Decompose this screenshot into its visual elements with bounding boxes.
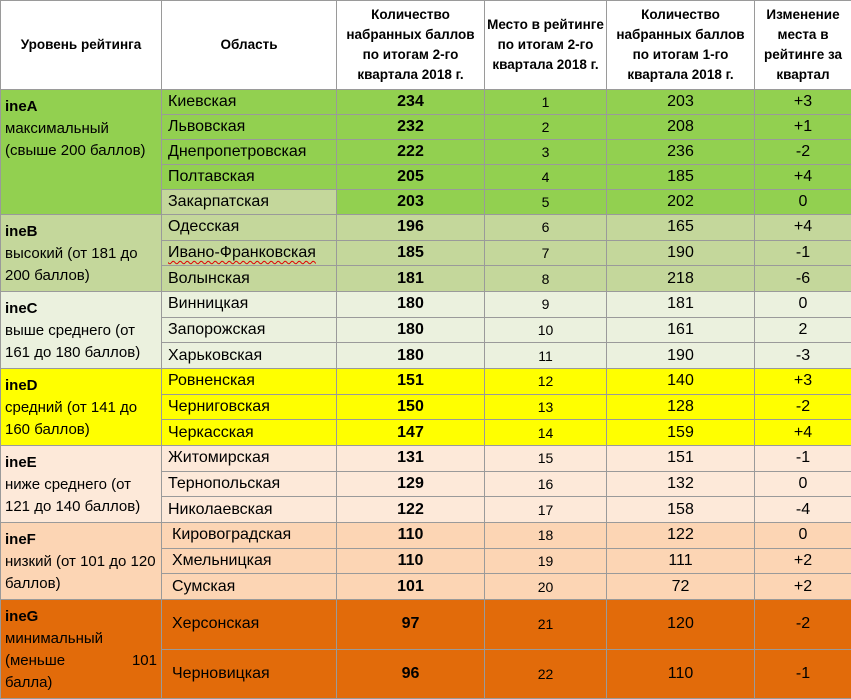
change-value: 0 bbox=[755, 523, 851, 549]
change-value: -2 bbox=[755, 140, 851, 165]
place-value: 12 bbox=[485, 369, 607, 395]
level-desc: максимальный (свыше 200 баллов) bbox=[5, 120, 146, 159]
region-name: Житомирская bbox=[162, 446, 337, 472]
place-value: 6 bbox=[485, 215, 607, 241]
region-name: Львовская bbox=[162, 115, 337, 140]
change-value: -4 bbox=[755, 497, 851, 523]
header-region: Область bbox=[162, 1, 337, 90]
header-level: Уровень рейтинга bbox=[1, 1, 162, 90]
change-value: -2 bbox=[755, 394, 851, 420]
prev-score-value: 203 bbox=[607, 90, 755, 115]
change-value: -3 bbox=[755, 343, 851, 369]
place-value: 20 bbox=[485, 574, 607, 600]
change-value: -2 bbox=[755, 600, 851, 650]
header-place: Место в рейтинге по итогам 2-го квартала 2018 г. bbox=[485, 1, 607, 90]
prev-score-value: 185 bbox=[607, 165, 755, 190]
change-value: -1 bbox=[755, 649, 851, 699]
level-desc: низкий (от 101 до 120 баллов) bbox=[5, 553, 156, 592]
place-value: 8 bbox=[485, 266, 607, 292]
region-name: Херсонская bbox=[162, 600, 337, 650]
place-value: 5 bbox=[485, 190, 607, 215]
region-name: Киевская bbox=[162, 90, 337, 115]
level-desc-line2 bbox=[5, 650, 157, 672]
score-value: 151 bbox=[337, 369, 485, 395]
level-cell-f bbox=[1, 523, 162, 600]
level-code: ineF bbox=[5, 529, 157, 551]
region-name: Ровненская bbox=[162, 369, 337, 395]
prev-score-value: 190 bbox=[607, 240, 755, 266]
region-name: Закарпатская bbox=[162, 190, 337, 215]
place-value: 16 bbox=[485, 471, 607, 497]
region-name: Черниговская bbox=[162, 394, 337, 420]
prev-score-value: 165 bbox=[607, 215, 755, 241]
region-name: Хмельницкая bbox=[162, 548, 337, 574]
prev-score-value: 218 bbox=[607, 266, 755, 292]
score-value: 180 bbox=[337, 343, 485, 369]
table-row bbox=[1, 292, 851, 318]
score-value: 97 bbox=[337, 600, 485, 650]
place-value: 17 bbox=[485, 497, 607, 523]
change-value: +4 bbox=[755, 215, 851, 241]
level-code: ineD bbox=[5, 375, 157, 397]
level-desc: ниже среднего (от 121 до 140 баллов) bbox=[5, 476, 140, 515]
level-desc-line1: минимальный bbox=[5, 630, 103, 647]
score-value: 222 bbox=[337, 140, 485, 165]
prev-score-value: 140 bbox=[607, 369, 755, 395]
change-value: -6 bbox=[755, 266, 851, 292]
level-code: ineA bbox=[5, 96, 157, 118]
prev-score-value: 72 bbox=[607, 574, 755, 600]
score-value: 196 bbox=[337, 215, 485, 241]
place-value: 18 bbox=[485, 523, 607, 549]
score-value: 180 bbox=[337, 317, 485, 343]
place-value: 15 bbox=[485, 446, 607, 472]
score-value: 205 bbox=[337, 165, 485, 190]
level-desc: средний (от 141 до 160 баллов) bbox=[5, 399, 137, 438]
score-value: 131 bbox=[337, 446, 485, 472]
place-value: 14 bbox=[485, 420, 607, 446]
change-value: +3 bbox=[755, 369, 851, 395]
change-value: +2 bbox=[755, 574, 851, 600]
change-value: +4 bbox=[755, 420, 851, 446]
place-value: 1 bbox=[485, 90, 607, 115]
place-value: 22 bbox=[485, 649, 607, 699]
region-name: Запорожская bbox=[162, 317, 337, 343]
prev-score-value: 128 bbox=[607, 394, 755, 420]
table-row bbox=[1, 90, 851, 115]
score-value: 185 bbox=[337, 240, 485, 266]
place-value: 11 bbox=[485, 343, 607, 369]
change-value: -1 bbox=[755, 446, 851, 472]
level-code: ineC bbox=[5, 298, 157, 320]
score-value: 234 bbox=[337, 90, 485, 115]
change-value: +4 bbox=[755, 165, 851, 190]
level-cell-e bbox=[1, 446, 162, 523]
place-value: 9 bbox=[485, 292, 607, 318]
prev-score-value: 159 bbox=[607, 420, 755, 446]
change-value: +3 bbox=[755, 90, 851, 115]
score-value: 129 bbox=[337, 471, 485, 497]
header-change: Изменение места в рейтинге за квартал bbox=[755, 1, 851, 90]
level-cell-a bbox=[1, 90, 162, 215]
change-value: -1 bbox=[755, 240, 851, 266]
header-score: Количество набранных баллов по итогам 2-го квартала 2018 г. bbox=[337, 1, 485, 90]
header-row bbox=[1, 1, 851, 90]
level-desc: высокий (от 181 до 200 баллов) bbox=[5, 245, 138, 284]
spellcheck-underlined-text: Ивано-Франковская bbox=[168, 244, 316, 261]
score-value: 122 bbox=[337, 497, 485, 523]
table-row bbox=[1, 523, 851, 549]
prev-score-value: 161 bbox=[607, 317, 755, 343]
level-desc-line3: балла) bbox=[5, 674, 52, 691]
score-value: 232 bbox=[337, 115, 485, 140]
score-value: 110 bbox=[337, 548, 485, 574]
table-row bbox=[1, 600, 851, 650]
level-cell-d bbox=[1, 369, 162, 446]
score-value: 181 bbox=[337, 266, 485, 292]
change-value: 0 bbox=[755, 471, 851, 497]
prev-score-value: 122 bbox=[607, 523, 755, 549]
level-desc-number: 101 bbox=[132, 650, 157, 672]
region-name: Волынская bbox=[162, 266, 337, 292]
region-name: Тернопольская bbox=[162, 471, 337, 497]
change-value: 2 bbox=[755, 317, 851, 343]
prev-score-value: 132 bbox=[607, 471, 755, 497]
place-value: 10 bbox=[485, 317, 607, 343]
place-value: 21 bbox=[485, 600, 607, 650]
score-value: 96 bbox=[337, 649, 485, 699]
place-value: 2 bbox=[485, 115, 607, 140]
region-name: Харьковская bbox=[162, 343, 337, 369]
prev-score-value: 158 bbox=[607, 497, 755, 523]
level-desc: выше среднего (от 161 до 180 баллов) bbox=[5, 322, 140, 361]
region-name bbox=[162, 240, 337, 266]
score-value: 110 bbox=[337, 523, 485, 549]
region-name: Одесская bbox=[162, 215, 337, 241]
level-cell-c bbox=[1, 292, 162, 369]
prev-score-value: 190 bbox=[607, 343, 755, 369]
region-name: Днепропетровская bbox=[162, 140, 337, 165]
change-value: 0 bbox=[755, 292, 851, 318]
prev-score-value: 111 bbox=[607, 548, 755, 574]
level-code: ineG bbox=[5, 606, 157, 628]
place-value: 4 bbox=[485, 165, 607, 190]
level-code: ineE bbox=[5, 452, 157, 474]
region-name: Полтавская bbox=[162, 165, 337, 190]
table-row bbox=[1, 369, 851, 395]
score-value: 203 bbox=[337, 190, 485, 215]
table-row bbox=[1, 446, 851, 472]
header-prev-score: Количество набранных баллов по итогам 1-го квартала 2018 г. bbox=[607, 1, 755, 90]
prev-score-value: 110 bbox=[607, 649, 755, 699]
region-name: Кировоградская bbox=[162, 523, 337, 549]
prev-score-value: 120 bbox=[607, 600, 755, 650]
region-name: Николаевская bbox=[162, 497, 337, 523]
score-value: 147 bbox=[337, 420, 485, 446]
change-value: +1 bbox=[755, 115, 851, 140]
region-name: Черновицкая bbox=[162, 649, 337, 699]
place-value: 7 bbox=[485, 240, 607, 266]
score-value: 150 bbox=[337, 394, 485, 420]
score-value: 180 bbox=[337, 292, 485, 318]
region-name: Черкасская bbox=[162, 420, 337, 446]
table-row bbox=[1, 215, 851, 241]
place-value: 19 bbox=[485, 548, 607, 574]
region-name: Сумская bbox=[162, 574, 337, 600]
place-value: 13 bbox=[485, 394, 607, 420]
prev-score-value: 151 bbox=[607, 446, 755, 472]
prev-score-value: 202 bbox=[607, 190, 755, 215]
score-value: 101 bbox=[337, 574, 485, 600]
change-value: 0 bbox=[755, 190, 851, 215]
prev-score-value: 181 bbox=[607, 292, 755, 318]
level-desc-word: (меньше bbox=[5, 650, 65, 672]
prev-score-value: 236 bbox=[607, 140, 755, 165]
level-code: ineB bbox=[5, 221, 157, 243]
level-cell-b bbox=[1, 215, 162, 292]
region-name: Винницкая bbox=[162, 292, 337, 318]
place-value: 3 bbox=[485, 140, 607, 165]
change-value: +2 bbox=[755, 548, 851, 574]
prev-score-value: 208 bbox=[607, 115, 755, 140]
